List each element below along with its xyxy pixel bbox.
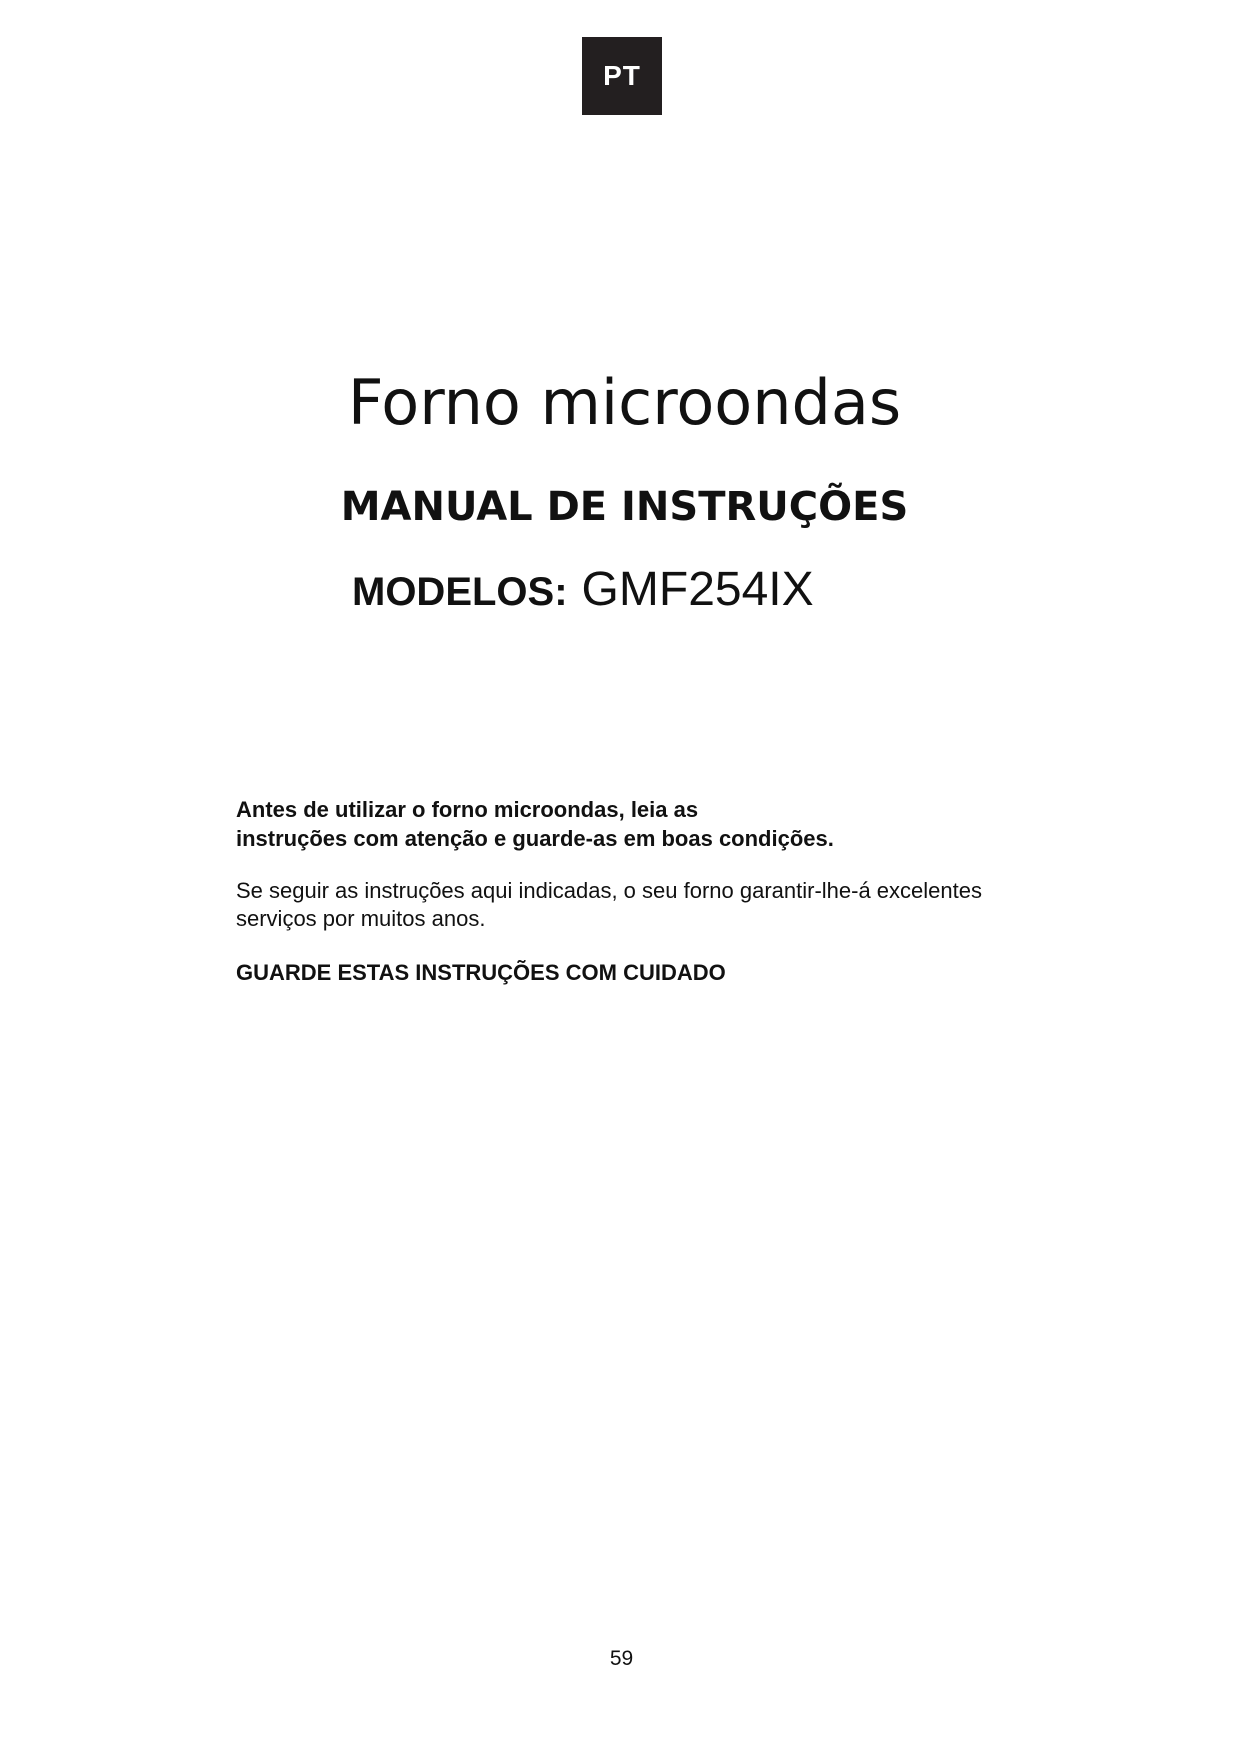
document-title: Forno microondas (347, 366, 902, 439)
intro-warning (236, 795, 1056, 853)
models-line (352, 562, 814, 617)
service-paragraph (236, 877, 1056, 933)
language-badge-label: PT (603, 60, 641, 91)
document-subtitle: MANUAL DE INSTRUÇÕES (340, 484, 909, 530)
intro-line: instruções com atenção e guarde-as em boas condições. (236, 826, 834, 851)
intro-line: Antes de utilizar o forno microondas, leia as (236, 797, 699, 822)
page-number: 59 (609, 1647, 634, 1670)
models-value: GMF254IX (581, 563, 814, 616)
models-label: MODELOS: (352, 570, 568, 614)
paragraph-line: serviços por muitos anos. (236, 906, 486, 931)
keep-instructions-notice: GUARDE ESTAS INSTRUÇÕES COM CUIDADO (236, 960, 726, 985)
paragraph-line: Se seguir as instruções aqui indicadas, o seu forno garantir-lhe-á excelentes (236, 878, 982, 903)
language-badge (582, 37, 662, 115)
